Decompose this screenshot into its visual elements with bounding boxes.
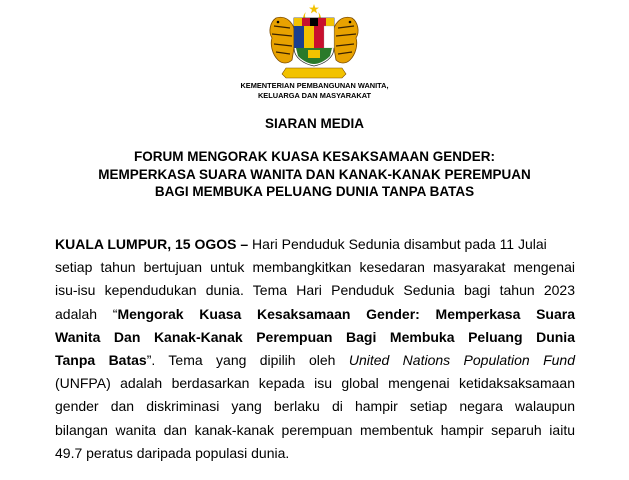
body-line-6-mid: ”. Tema yang dipilih oleh bbox=[146, 351, 349, 368]
body-line-4-pre: adalah “ bbox=[55, 305, 118, 322]
body-line-7: (UNFPA) adalah berdasarkan kepada isu global mengenai ketidaksaksamaan bbox=[55, 375, 575, 392]
theme-part-1: Mengorak Kuasa Kesaksamaan Gender: Memperkasa Suara bbox=[117, 305, 576, 322]
title-line-3: BAGI MEMBUKA PELUANG DUNIA TANPA BATAS bbox=[154, 184, 475, 199]
body-line-9: bilangan wanita dan kanak-kanak perempuan membentuk hampir separuh iaitu bbox=[55, 421, 575, 438]
dateline: KUALA LUMPUR, 15 OGOS – bbox=[55, 236, 249, 252]
body-line-5 bbox=[55, 326, 575, 349]
title-line-1: FORUM MENGORAK KUASA KESAKSAMAAN GENDER: bbox=[134, 149, 495, 164]
body-paragraph bbox=[55, 233, 575, 465]
body-line-1 bbox=[55, 233, 575, 256]
body-line-6 bbox=[55, 349, 575, 372]
ministry-name bbox=[200, 81, 429, 101]
release-type: SIARAN MEDIA bbox=[264, 116, 364, 131]
body-line-8: gender dan diskriminasi yang berlaku di hampir setiap negara walaupun bbox=[55, 398, 575, 415]
ministry-line-2: KELUARGA DAN MASYARAKAT bbox=[257, 91, 372, 100]
body-line-3: isu-isu kependudukan dunia. Tema Hari Penduduk Sedunia bagi tahun 2023 bbox=[55, 282, 575, 299]
body-line-10: 49.7 peratus daripada populasi dunia. bbox=[55, 444, 290, 461]
title-line-2: MEMPERKASA SUARA WANITA DAN KANAK-KANAK PEREMPUAN bbox=[98, 166, 531, 182]
theme-part-3: Tanpa Batas bbox=[55, 351, 147, 368]
body-line-1-text: Hari Penduduk Sedunia disambut pada 11 Julai bbox=[248, 236, 547, 252]
theme-part-2: Wanita Dan Kanak-Kanak Perempuan Bagi Membuka Peluang Dunia bbox=[55, 328, 575, 345]
unfpa-name: United Nations Population Fund bbox=[348, 351, 576, 368]
coat-of-arms-icon bbox=[262, 4, 366, 82]
document-title bbox=[0, 148, 629, 201]
body-line-4 bbox=[55, 303, 575, 326]
ministry-line-1: KEMENTERIAN PEMBANGUNAN WANITA, bbox=[240, 81, 389, 90]
body-line-2: setiap tahun bertujuan untuk membangkitkan kesedaran masyarakat mengenai bbox=[55, 259, 575, 276]
